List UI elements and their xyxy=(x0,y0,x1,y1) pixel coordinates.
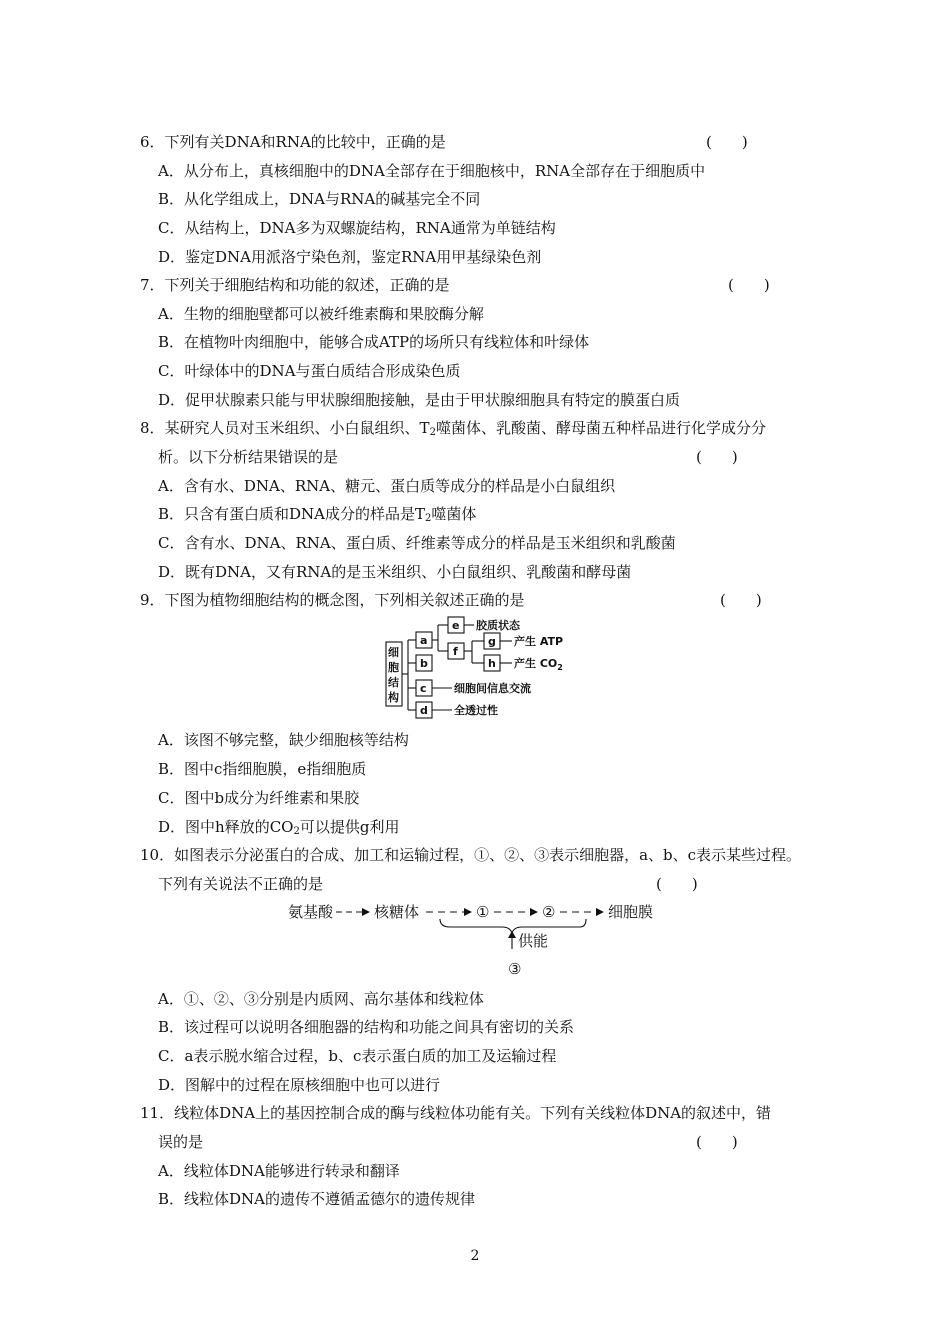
q9-option-d-part1: D．图中h释放的CO xyxy=(158,818,294,836)
q11-option-a: A．线粒体DNA能够进行转录和翻译 xyxy=(158,1162,400,1180)
q9-option-d-part2: 可以提供g利用 xyxy=(299,818,400,836)
q9-option-c: C．图中b成分为纤维素和果胶 xyxy=(158,789,360,807)
h-description xyxy=(514,656,563,672)
q10-stem-line2: 下列有关说法不正确的是 xyxy=(158,875,324,893)
q8-option-b-subscript: 2 xyxy=(425,513,432,524)
q6-stem: 6．下列有关DNA和RNA的比较中，正确的是 xyxy=(140,133,446,151)
q8-option-b-part2: 噬菌体 xyxy=(431,505,477,523)
q6-answer-paren: ( ) xyxy=(706,133,748,151)
q8-option-b-part1: B．只含有蛋白质和DNA成分的样品是T xyxy=(158,505,426,523)
q7-option-c: C．叶绿体中的DNA与蛋白质结合形成染色质 xyxy=(158,362,461,380)
q9-option-d xyxy=(158,817,399,837)
node-organelle-2: ② xyxy=(542,903,556,921)
q10-option-c: C．a表示脱水缩合过程，b、c表示蛋白质的加工及运输过程 xyxy=(158,1047,557,1065)
q8-stem-line1 xyxy=(140,418,766,438)
q10-option-a: A．①、②、③分别是内质网、高尔基体和线粒体 xyxy=(158,990,484,1008)
c-description: 细胞间信息交流 xyxy=(454,682,531,695)
page-number: 2 xyxy=(470,1248,480,1264)
q7-stem: 7．下列关于细胞结构和功能的叙述，正确的是 xyxy=(140,276,450,294)
supply-energy-label: 供能 xyxy=(518,932,549,950)
q8-option-c: C．含有水、DNA、RNA、蛋白质、纤维素等成分的样品是玉米组织和乳酸菌 xyxy=(158,534,676,552)
q6-option-d: D．鉴定DNA用派洛宁染色剂，鉴定RNA用甲基绿染色剂 xyxy=(158,248,542,266)
q7-option-a: A．生物的细胞壁都可以被纤维素酶和果胶酶分解 xyxy=(158,305,484,323)
e-description: 胶质状态 xyxy=(476,619,520,632)
q9-option-d-subscript: 2 xyxy=(293,826,300,837)
q6-option-b: B．从化学组成上，DNA与RNA的碱基完全不同 xyxy=(158,190,481,208)
node-cell-membrane: 细胞膜 xyxy=(608,903,654,921)
node-f-label: f xyxy=(453,645,458,658)
q8-option-a: A．含有水、DNA、RNA、糖元、蛋白质等成分的样品是小白鼠组织 xyxy=(158,477,616,495)
node-c-label: c xyxy=(420,682,427,695)
node-e-label: e xyxy=(452,619,460,632)
q7-option-d: D．促甲状腺素只能与甲状腺细胞接触，是由于甲状腺细胞具有特定的膜蛋白质 xyxy=(158,391,681,409)
q9-option-b: B．图中c指细胞膜，e指细胞质 xyxy=(158,760,367,778)
root-char-2: 胞 xyxy=(388,661,399,674)
q10-stem-line1: 10．如图表示分泌蛋白的合成、加工和运输过程，①、②、③表示细胞器，a、b、c表示某些过程。 xyxy=(140,846,802,864)
q8-option-d: D．既有DNA，又有RNA的是玉米组织、小白鼠组织、乳酸菌和酵母菌 xyxy=(158,563,632,581)
q10-answer-paren: ( ) xyxy=(656,875,698,893)
d-description: 全透过性 xyxy=(454,704,498,717)
node-g-label: g xyxy=(488,635,496,648)
q11-stem-line2: 误的是 xyxy=(158,1133,204,1151)
q9-option-a: A．该图不够完整，缺少细胞核等结构 xyxy=(158,731,409,749)
q8-stem-part2: 噬菌体、乳酸菌、酵母菌五种样品进行化学成分分 xyxy=(435,419,766,437)
secretory-protein-flow-diagram xyxy=(280,897,680,982)
q10-option-d: D．图解中的过程在原核细胞中也可以进行 xyxy=(158,1076,441,1094)
q9-stem: 9．下图为植物细胞结构的概念图，下列相关叙述正确的是 xyxy=(140,591,525,609)
cell-structure-concept-map xyxy=(380,612,600,722)
root-char-1: 细 xyxy=(388,646,399,659)
q9-answer-paren: ( ) xyxy=(720,591,762,609)
root-char-4: 构 xyxy=(388,691,399,704)
q8-stem-subscript: 2 xyxy=(429,427,436,438)
q11-stem-line1: 11．线粒体DNA上的基因控制合成的酶与线粒体功能有关。下列有关线粒体DNA的叙述中，错 xyxy=(140,1104,772,1122)
h-description-main: 产生 CO xyxy=(514,657,558,670)
q11-answer-paren: ( ) xyxy=(696,1133,738,1151)
root-char-3: 结 xyxy=(388,676,399,689)
node-amino-acid: 氨基酸 xyxy=(288,903,334,921)
node-ribosome: 核糖体 xyxy=(374,903,420,921)
q11-option-b: B．线粒体DNA的遗传不遵循孟德尔的遗传规律 xyxy=(158,1190,476,1208)
q6-option-a: A．从分布上，真核细胞中的DNA全部存在于细胞核中，RNA全部存在于细胞质中 xyxy=(158,162,706,180)
h-description-subscript: 2 xyxy=(557,663,563,672)
node-h-label: h xyxy=(488,657,496,670)
node-d-label: d xyxy=(420,704,428,717)
node-a-label: a xyxy=(420,634,428,647)
q8-answer-paren: ( ) xyxy=(696,448,738,466)
q8-stem-part1: 8．某研究人员对玉米组织、小白鼠组织、T xyxy=(140,419,430,437)
q7-option-b: B．在植物叶肉细胞中，能够合成ATP的场所只有线粒体和叶绿体 xyxy=(158,333,590,351)
node-organelle-1: ① xyxy=(476,903,490,921)
q8-option-b xyxy=(158,504,476,524)
q6-option-c: C．从结构上，DNA多为双螺旋结构，RNA通常为单链结构 xyxy=(158,219,556,237)
q10-option-b: B．该过程可以说明各细胞器的结构和功能之间具有密切的关系 xyxy=(158,1018,575,1036)
q7-answer-paren: ( ) xyxy=(728,276,770,294)
q8-stem-line2: 析。以下分析结果错误的是 xyxy=(158,448,339,466)
node-organelle-3: ③ xyxy=(508,960,522,978)
node-b-label: b xyxy=(420,657,428,670)
g-description: 产生 ATP xyxy=(514,635,564,648)
